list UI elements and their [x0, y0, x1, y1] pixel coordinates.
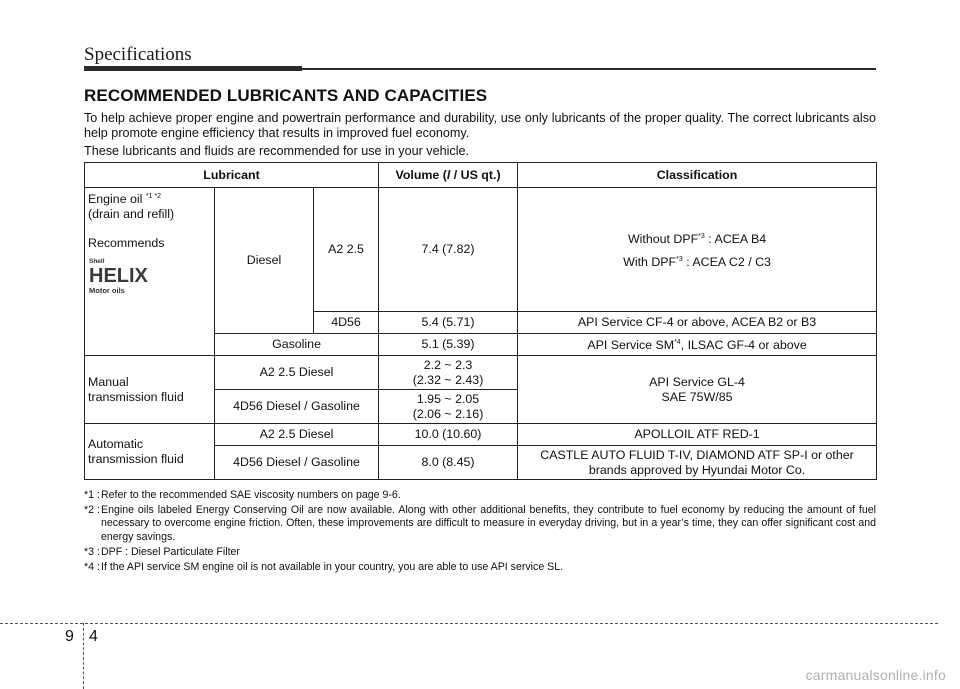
svg-text:Motor oils: Motor oils [89, 286, 125, 296]
engine-oil-drain-note: (drain and refill) [88, 207, 175, 222]
table-row [85, 188, 877, 312]
engine-oil-4d56-volume: 5.4 (5.71) [379, 312, 518, 334]
lubricants-table [84, 162, 877, 480]
automatic-4d56-classification: CASTLE AUTO FLUID T-IV, DIAMOND ATF SP-I or other brands approved by Hyundai Motor Co. [518, 446, 877, 480]
shell-helix-logo [88, 255, 178, 295]
chapter-number: 9 [65, 628, 74, 645]
manual-4d56-volume: 1.95 ~ 2.05 (2.06 ~ 2.16) [379, 390, 518, 424]
manual-a2-engine: A2 2.5 Diesel [215, 356, 379, 390]
automatic-a2-classification: APOLLOIL ATF RED-1 [518, 424, 877, 446]
engine-oil-gasoline-volume: 5.1 (5.39) [379, 334, 518, 356]
intro-paragraph: To help achieve proper engine and powertrain performance and durability, use only lubricants of the proper quality. The correct lubricants also help promote engine efficiency that results in improved fuel economy. [84, 111, 876, 140]
header-rule-thick [84, 66, 302, 71]
engine-oil-4d56-engine: 4D56 [314, 312, 379, 334]
automatic-4d56-volume: 8.0 (8.45) [379, 446, 518, 480]
section-title: RECOMMENDED LUBRICANTS AND CAPACITIES [84, 86, 488, 105]
footer-dashed-divider [83, 623, 84, 689]
engine-oil-label-cell: Engine oil $^{*1}$ $^{*2}$ (drain and refill) Recommends Shell HELIX Motor oils [85, 188, 215, 356]
manual-4d56-engine: 4D56 Diesel / Gasoline [215, 390, 379, 424]
engine-oil-a2-volume: 7.4 (7.82) [379, 188, 518, 312]
table-header-row [85, 163, 877, 188]
table-row [85, 356, 877, 390]
page-number: 4 [89, 628, 98, 645]
engine-oil-a2-classification: Without DPF$^{*3}$ : ACEA B4 With DPF$^{*3}$ : ACEA C2 / C3 [518, 188, 877, 312]
footnote-2: *2 : Engine oils labeled Energy Conserving Oil are now available. Along with other additional benefits, they contribute to fuel economy by reducing the amount of fuel necessary to overcome engine friction. Often, these improvements are difficult to measure in everyday driving, but in a year’s time, they can offer significant cost and energy savings. [84, 504, 876, 543]
recommends-label: Recommends [88, 236, 165, 251]
table-row [85, 424, 877, 446]
automatic-a2-engine: A2 2.5 Diesel [215, 424, 379, 446]
automatic-transmission-label: Automatic transmission fluid [85, 424, 215, 480]
automatic-4d56-engine: 4D56 Diesel / Gasoline [215, 446, 379, 480]
footnote-4: *4 : If the API service SM engine oil is not available in your country, you are able to use API service SL. [84, 561, 564, 574]
header-lubricant: Lubricant [85, 163, 379, 188]
manual-a2-volume: 2.2 ~ 2.3 (2.32 ~ 2.43) [379, 356, 518, 390]
engine-oil-4d56-classification: API Service CF-4 or above, ACEA B2 or B3 [518, 312, 877, 334]
watermark: carmanualsonline.info [805, 667, 946, 683]
svg-text:HELIX: HELIX [89, 265, 148, 288]
manual-classification: API Service GL-4 SAE 75W/85 [518, 356, 877, 424]
manual-transmission-label: Manual transmission fluid [85, 356, 215, 424]
header-classification: Classification [518, 163, 877, 188]
footer-dashed-rule [0, 623, 938, 624]
header-volume: Volume (l / US qt.) [379, 163, 518, 188]
engine-oil-gasoline-classification: API Service SM$^{*4}$, ILSAC GF-4 or above [518, 334, 877, 356]
engine-oil-gasoline: Gasoline [215, 334, 379, 356]
footnote-3: *3 : DPF : Diesel Particulate Filter [84, 545, 240, 558]
engine-oil-a2-engine: A2 2.5 [314, 188, 379, 312]
automatic-a2-volume: 10.0 (10.60) [379, 424, 518, 446]
header-rule-thin [302, 68, 876, 70]
footnote-1: *1 : Refer to the recommended SAE viscosity numbers on page 9-6. [84, 489, 401, 501]
intro-sentence: These lubricants and fluids are recommended for use in your vehicle. [84, 144, 470, 158]
footnotes [84, 489, 876, 576]
engine-oil-diesel: Diesel [215, 188, 314, 334]
page-header-title: Specifications [84, 44, 192, 65]
svg-text:Shell: Shell [89, 258, 105, 266]
